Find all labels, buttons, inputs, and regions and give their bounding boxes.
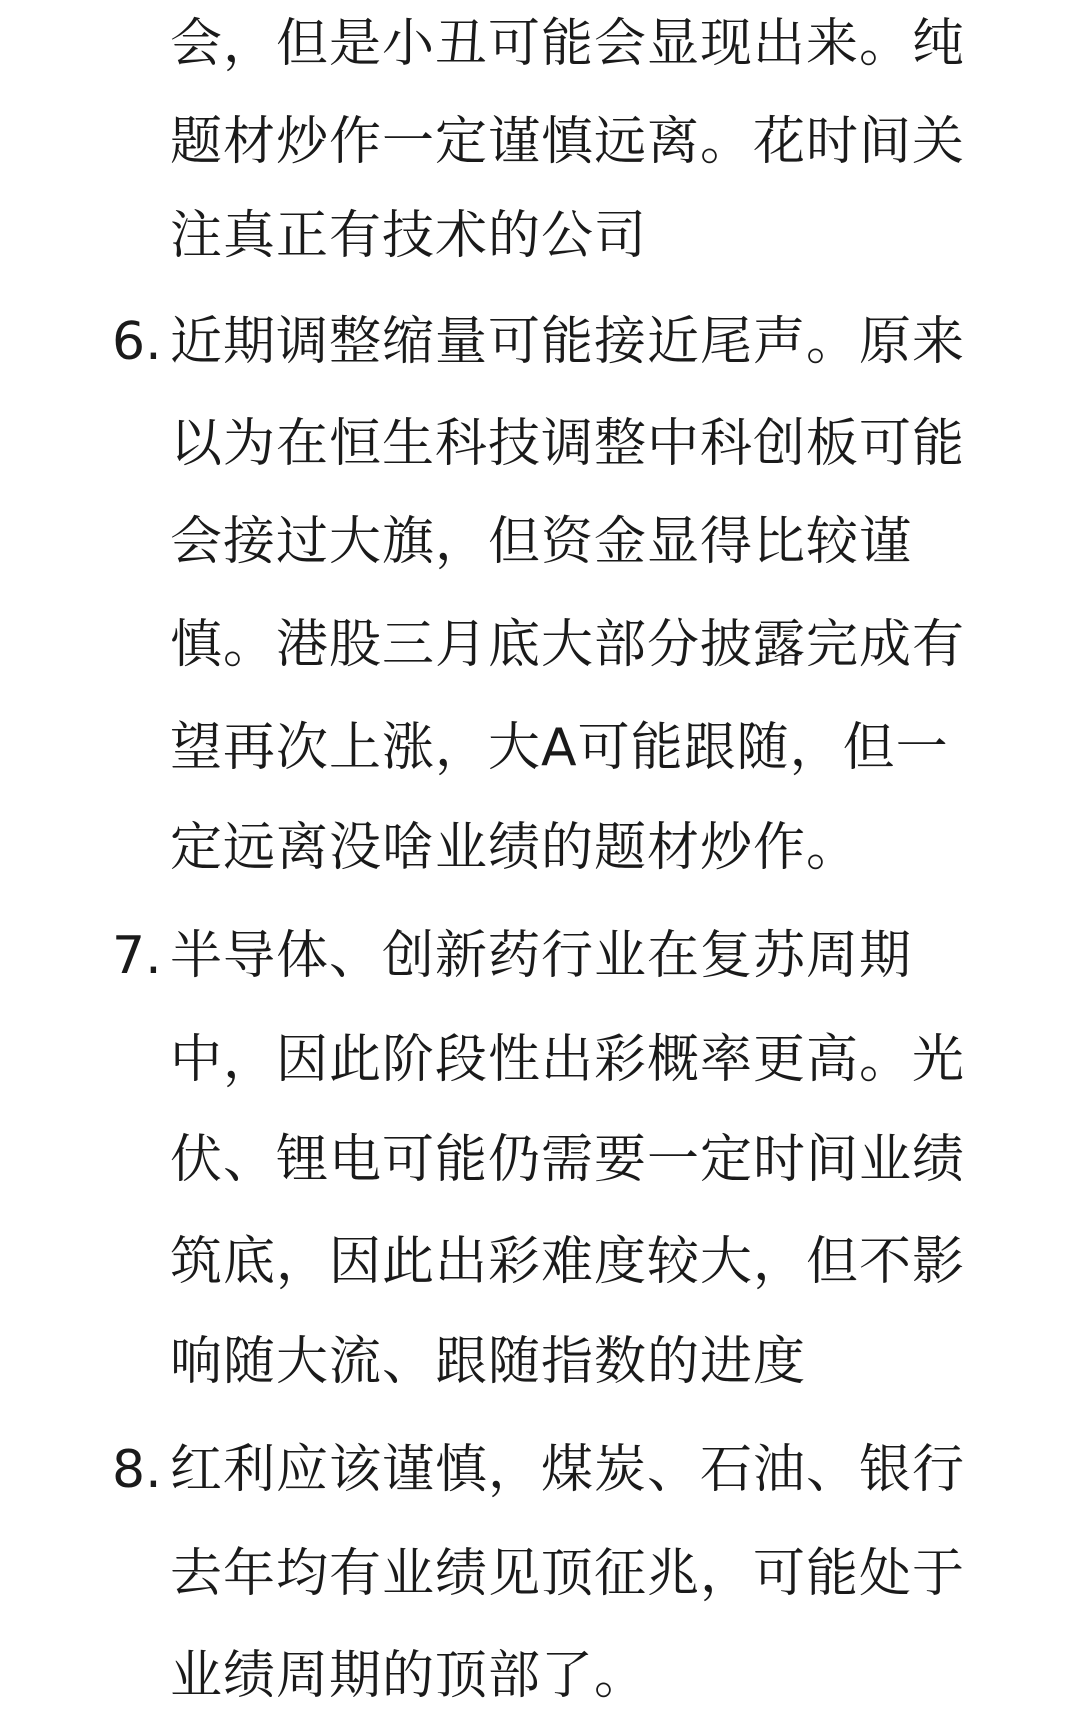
item8-line-2: 去年均有业绩见顶征兆，可能处于 (170, 1544, 966, 1604)
item8-number: 8. (112, 1440, 162, 1500)
item6-line-4: 慎。港股三月底大部分披露完成有 (170, 615, 966, 675)
item6-line-6: 定远离没啥业绩的题材炒作。 (170, 818, 860, 878)
item7-line-5: 响随大流、跟随指数的进度 (170, 1332, 807, 1392)
item8-line-3: 业绩周期的顶部了。 (170, 1646, 648, 1706)
item7-line-3: 伏、锂电可能仍需要一定时间业绩 (170, 1130, 966, 1190)
item7-line-4: 筑底，因此出彩难度较大，但不影 (170, 1232, 966, 1292)
item5-line-3: 注真正有技术的公司 (170, 206, 648, 266)
item8-line-1: 红利应该谨慎，煤炭、石油、银行 (170, 1440, 966, 1500)
item7-line-2: 中，因此阶段性出彩概率更高。光 (170, 1030, 966, 1090)
item6-line-1: 近期调整缩量可能接近尾声。原来 (170, 312, 966, 372)
item7-line-1: 半导体、创新药行业在复苏周期 (170, 926, 913, 986)
item6-line-5: 望再次上涨，大A可能跟随，但一 (170, 718, 949, 778)
item7-number: 7. (112, 926, 162, 986)
item6-number: 6. (112, 312, 162, 372)
item6-line-3: 会接过大旗，但资金显得比较谨 (170, 512, 913, 572)
item5-line-2: 题材炒作一定谨慎远离。花时间关 (170, 112, 966, 172)
item5-line-1: 会，但是小丑可能会显现出来。纯 (170, 14, 966, 74)
item6-line-2: 以为在恒生科技调整中科创板可能 (170, 414, 966, 474)
